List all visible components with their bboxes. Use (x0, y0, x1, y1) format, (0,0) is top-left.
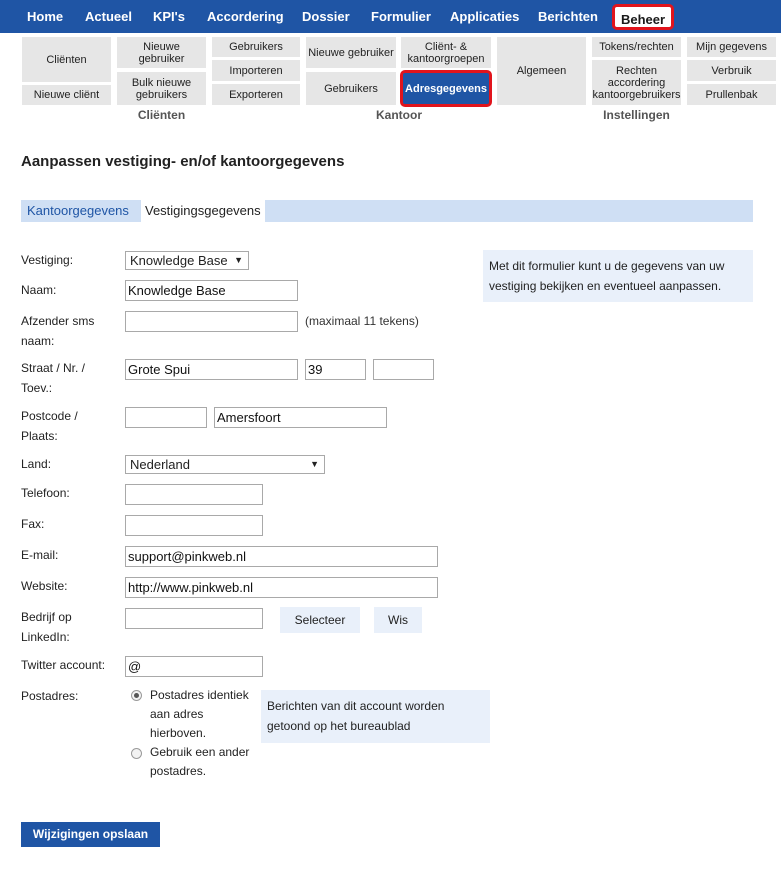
nav-actueel[interactable]: Actueel (85, 9, 132, 24)
telefoon-input[interactable] (125, 484, 263, 505)
postcode-label: Postcode / Plaats: (21, 409, 78, 443)
tile-verbruik[interactable]: Verbruik (687, 60, 776, 81)
tab-vestigingsgegevens[interactable]: Vestigingsgegevens (141, 200, 265, 222)
tile-clienten[interactable]: Cliënten (22, 37, 111, 82)
postadres-same-radio[interactable] (131, 690, 142, 701)
nav-applicaties[interactable]: Applicaties (450, 9, 520, 24)
wis-button[interactable]: Wis (374, 607, 422, 633)
nav-accordering[interactable]: Accordering (207, 9, 284, 24)
postadres-same-label: Postadres identiek aan adres hierboven. (150, 688, 249, 740)
straat-input[interactable]: Grote Spui (125, 359, 298, 380)
land-label: Land: (21, 457, 52, 471)
group-label-clienten: Cliënten (137, 108, 186, 122)
twitter-label: Twitter account: (21, 658, 106, 672)
postadres-note: Berichten van dit account worden getoond op het bureaublad (261, 690, 490, 743)
postadres-other-label: Gebruik een ander postadres. (150, 745, 250, 778)
tile-adresgegevens[interactable]: Adresgegevens (400, 70, 492, 107)
telefoon-label: Telefoon: (21, 486, 70, 500)
sms-input[interactable] (125, 311, 298, 332)
tile-algemeen[interactable]: Algemeen (497, 37, 586, 105)
land-value: Nederland (130, 457, 190, 472)
linkedin-label: Bedrijf op LinkedIn: (21, 610, 72, 644)
tile-nieuwe-client[interactable]: Nieuwe cliënt (22, 85, 111, 105)
linkedin-input[interactable] (125, 608, 263, 629)
postcode-input[interactable] (125, 407, 207, 428)
tile-gebruikers-kantoor[interactable]: Gebruikers (306, 72, 396, 105)
tile-importeren[interactable]: Importeren (212, 60, 300, 81)
tab-kantoorgegevens[interactable]: Kantoorgegevens (27, 203, 129, 218)
nav-berichten[interactable]: Berichten (538, 9, 598, 24)
vestiging-select[interactable] (125, 251, 249, 270)
tab-bar (21, 200, 753, 222)
group-label-instellingen: Instellingen (603, 108, 670, 122)
straat-label: Straat / Nr. / Toev.: (21, 361, 86, 395)
toevoeging-input[interactable] (373, 359, 434, 380)
twitter-input[interactable]: @ (125, 656, 263, 677)
nav-home[interactable]: Home (27, 9, 64, 24)
tile-bulk-nieuwe-gebruikers[interactable]: Bulk nieuwe gebruikers (117, 72, 206, 105)
land-select[interactable] (125, 455, 325, 474)
tile-nieuwe-gebruiker-kantoor[interactable]: Nieuwe gebruiker (306, 37, 396, 68)
page-title: Aanpassen vestiging- en/of kantoorgegevens (21, 153, 345, 170)
sms-label: Afzender sms naam: (21, 314, 95, 348)
tile-client-kantoorgroepen[interactable]: Cliënt- & kantoorgroepen (401, 37, 491, 68)
tile-nieuwe-gebruiker-clienten[interactable]: Nieuwe gebruiker (117, 37, 206, 68)
naam-input[interactable]: Knowledge Base (125, 280, 298, 301)
tile-mijn-gegevens[interactable]: Mijn gegevens (687, 37, 776, 57)
fax-label: Fax: (21, 517, 45, 531)
vestiging-value: Knowledge Base (130, 253, 228, 268)
nav-kpis[interactable]: KPI's (153, 9, 185, 24)
tile-gebruikers-clienten[interactable]: Gebruikers (212, 37, 300, 57)
vestiging-label: Vestiging: (21, 253, 74, 267)
save-changes-button[interactable]: Wijzigingen opslaan (21, 822, 160, 847)
tile-exporteren[interactable]: Exporteren (212, 84, 300, 105)
nav-dossier[interactable]: Dossier (302, 9, 350, 24)
dropdown-arrow-icon: ▼ (310, 459, 319, 469)
nav-beheer[interactable]: Beheer (612, 4, 674, 30)
website-label: Website: (21, 579, 68, 593)
fax-input[interactable] (125, 515, 263, 536)
postadres-other-radio[interactable] (131, 748, 142, 759)
postadres-label: Postadres: (21, 689, 79, 703)
top-navigation (0, 0, 781, 33)
huisnummer-input[interactable]: 39 (305, 359, 366, 380)
selecteer-button[interactable]: Selecteer (280, 607, 360, 633)
sms-hint: (maximaal 11 tekens) (305, 314, 419, 328)
plaats-input[interactable]: Amersfoort (214, 407, 387, 428)
tile-tokens-rechten[interactable]: Tokens/rechten (592, 37, 681, 57)
tile-rechten-accordering[interactable]: Rechten accordering kantoorgebruikers (592, 60, 681, 105)
dropdown-arrow-icon: ▼ (234, 255, 243, 265)
info-box: Met dit formulier kunt u de gegevens van uw vestiging bekijken en eventueel aanpassen. (483, 250, 753, 302)
email-input[interactable]: support@pinkweb.nl (125, 546, 438, 567)
naam-label: Naam: (21, 283, 57, 297)
website-input[interactable]: http://www.pinkweb.nl (125, 577, 438, 598)
group-label-kantoor: Kantoor (376, 108, 422, 122)
nav-formulier[interactable]: Formulier (371, 9, 431, 24)
tile-prullenbak[interactable]: Prullenbak (687, 84, 776, 105)
email-label: E-mail: (21, 548, 59, 562)
